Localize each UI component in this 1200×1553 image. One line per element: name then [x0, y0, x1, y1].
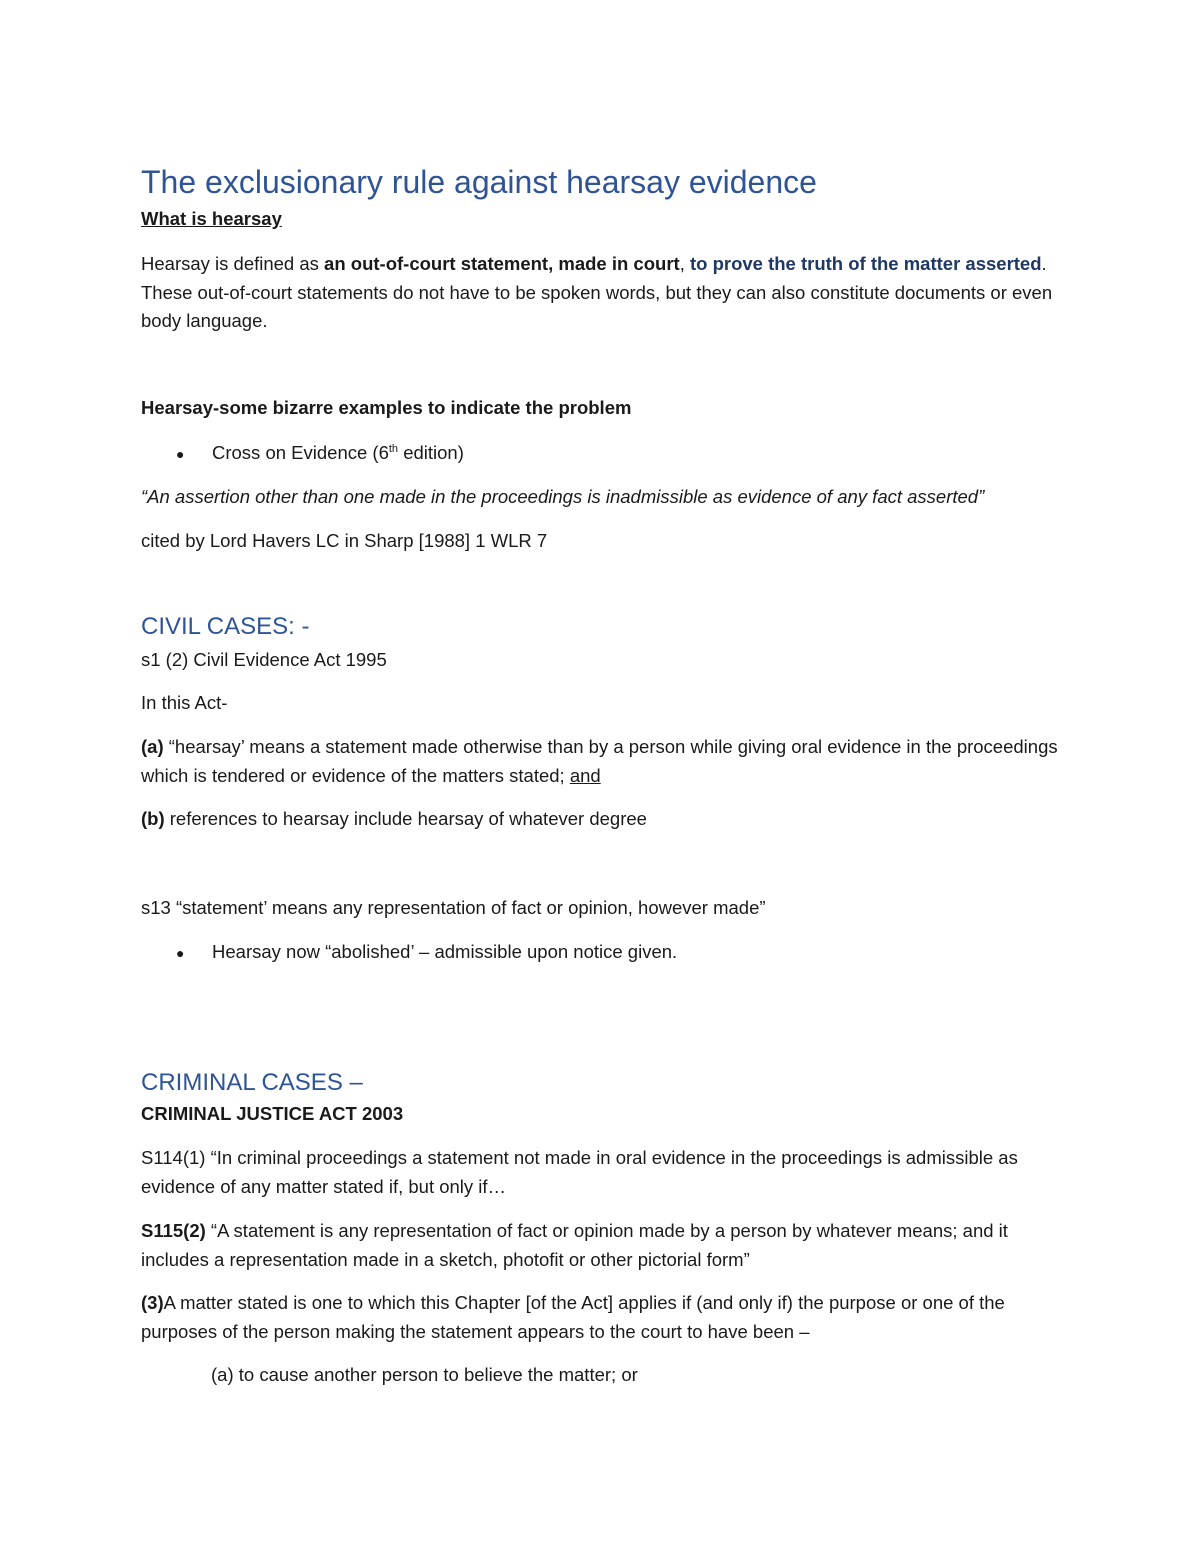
definition-comma: , — [679, 253, 690, 274]
clause-b-text: references to hearsay include hearsay of whatever degree — [164, 808, 647, 829]
bullet-text: Hearsay now “abolished’ – admissible upon notice given. — [212, 941, 678, 962]
clause-b-label: (b) — [141, 808, 165, 829]
superscript-ordinal: th — [388, 442, 399, 455]
definition-highlight: to prove the truth of the matter asserted — [689, 253, 1042, 274]
document-title: The exclusionary rule against hearsay evidence — [141, 164, 817, 200]
bullet-text-end: edition) — [398, 442, 464, 463]
clause-a-text: “hearsay’ means a statement made otherwise than by a person while giving oral evidence in the proceedings which is tendered or evidence of the matters stated; — [141, 736, 1058, 786]
civil-evidence-act-ref: s1 (2) Civil Evidence Act 1995 — [141, 649, 387, 670]
civil-clause-a — [141, 733, 1066, 790]
s3-label: (3) — [141, 1292, 164, 1313]
definition-bold: an out-of-court statement, made in court — [324, 253, 680, 274]
bullet-icon: ● — [176, 945, 185, 961]
list-item — [176, 439, 464, 469]
criminal-justice-act-heading: CRIMINAL JUSTICE ACT 2003 — [141, 1103, 404, 1124]
examples-heading: Hearsay-some bizarre examples to indicate the problem — [141, 397, 632, 418]
s13-definition: s13 “statement’ means any representation of fact or opinion, however made” — [141, 897, 766, 918]
s115-label: S115(2) — [141, 1220, 206, 1241]
clause-a-and: and — [569, 764, 601, 786]
s115-body: “A statement is any representation of fact or opinion made by a person by whatever means; and it includes a representation made in a sketch, photofit or other pictorial form” — [141, 1220, 1008, 1270]
definition-rest: . These out-of-court statements do not have to be spoken words, but they can also constitute documents or even body language. — [141, 253, 1053, 331]
civil-act-intro: In this Act- — [141, 692, 228, 713]
bullet-icon: ● — [176, 446, 185, 462]
s115-3-text — [141, 1289, 1066, 1346]
clause-a-label: (a) — [141, 736, 164, 757]
civil-cases-heading: CIVIL CASES: - — [141, 613, 310, 640]
hearsay-definition — [141, 250, 1066, 336]
s114-text: S114(1) “In criminal proceedings a statement not made in oral evidence in the proceedings is admissible as evidence of any matter stated if, but only if… — [141, 1147, 1018, 1197]
criminal-cases-heading: CRIMINAL CASES – — [141, 1069, 363, 1096]
s115-3-item-a: (a) to cause another person to believe the matter; or — [211, 1364, 638, 1385]
definition-prefix: Hearsay is defined as — [141, 253, 325, 274]
what-is-hearsay-heading: What is hearsay — [141, 208, 282, 229]
cross-quote: “An assertion other than one made in the proceedings is inadmissible as evidence of any fact asserted” — [141, 486, 985, 507]
bullet-text-start: Cross on Evidence (6 — [212, 442, 389, 463]
sharp-citation: cited by Lord Havers LC in Sharp [1988] 1 WLR 7 — [141, 530, 548, 551]
civil-clause-b — [141, 805, 1066, 834]
s115-text — [141, 1217, 1066, 1274]
list-item — [176, 938, 677, 968]
s3-body: A matter stated is one to which this Chapter [of the Act] applies if (and only if) the purpose or one of the purposes of the person making the statement appears to the court to have been – — [141, 1292, 1005, 1342]
